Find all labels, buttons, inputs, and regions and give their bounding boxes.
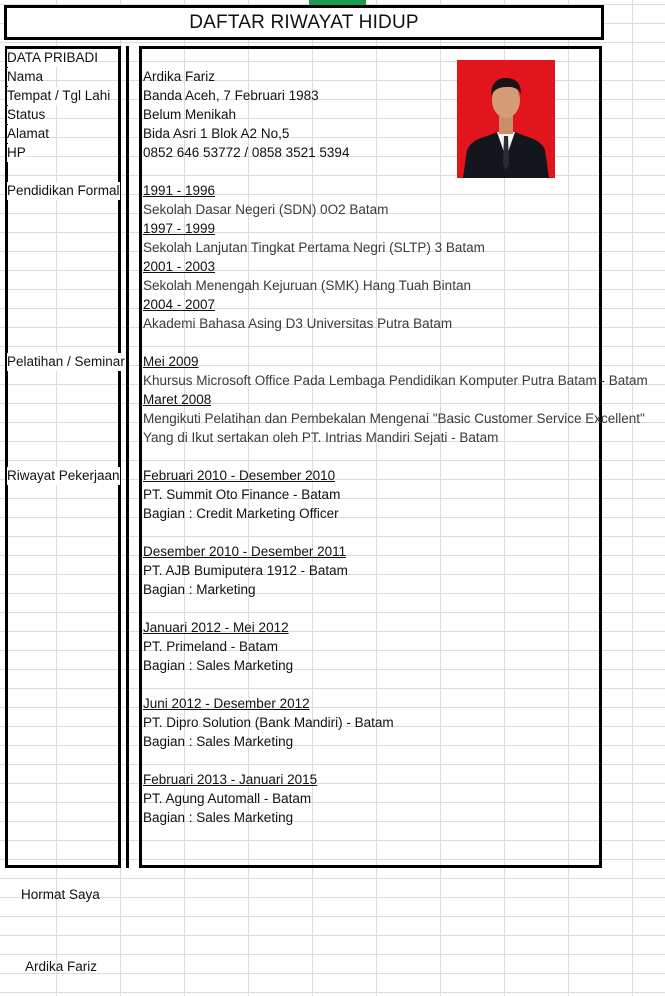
signature-name: Ardika Fariz [25,959,98,974]
work-period: Februari 2013 - Januari 2015 [143,772,318,787]
work-role: Bagian : Sales Marketing [143,810,294,825]
work-role: Bagian : Credit Marketing Officer [143,506,339,521]
training-date: Mei 2009 [143,354,199,369]
education-period: 2004 - 2007 [143,297,216,312]
name-label: Nama [7,69,44,84]
work-company: PT. AJB Bumiputera 1912 - Batam [143,563,348,578]
education-school: Sekolah Menengah Kejuruan (SMK) Hang Tuah Bintan [143,278,471,293]
birth-label: Tempat / Tgl Lahi [7,88,111,103]
work-period: Februari 2010 - Desember 2010 [143,468,336,483]
training-label: Pelatihan / Seminar [7,354,125,369]
closing-text: Hormat Saya [21,887,100,902]
label-column-frame [5,46,121,868]
address-label: Alamat [7,126,50,141]
profile-photo [457,60,555,178]
education-period: 1991 - 1996 [143,183,216,198]
address-value: Bida Asri 1 Blok A2 No,5 [143,126,290,141]
birth-value: Banda Aceh, 7 Februari 1983 [143,88,319,103]
name-value: Ardika Fariz [143,69,216,84]
phone-label: HP [7,145,26,160]
training-description: Yang di Ikut sertakan oleh PT. Intrias Mandiri Sejati - Batam [143,430,499,445]
phone-value: 0852 646 53772 / 0858 3521 5394 [143,145,350,160]
work-company: PT. Primeland - Batam [143,639,279,654]
training-description: Mengikuti Pelatihan dan Pembekalan Mengenai "Basic Customer Service Excellent" [143,411,645,426]
work-period: Juni 2012 - Desember 2012 [143,696,310,711]
training-description: Khursus Microsoft Office Pada Lembaga Pendidikan Komputer Putra Batam - Batam [143,373,648,388]
person-portrait-icon [457,60,555,178]
work-company: PT. Agung Automall - Batam [143,791,312,806]
education-period: 1997 - 1999 [143,221,216,236]
work-role: Bagian : Marketing [143,582,256,597]
work-company: PT. Summit Oto Finance - Batam [143,487,341,502]
work-period: Desember 2010 - Desember 2011 [143,544,347,559]
work-role: Bagian : Sales Marketing [143,734,294,749]
column-divider [126,46,129,868]
work-label: Riwayat Pekerjaan [7,468,120,483]
status-value: Belum Menikah [143,107,237,122]
education-school: Sekolah Lanjutan Tingkat Pertama Negri (SLTP) 3 Batam [143,240,485,255]
personal-section-label: DATA PRIBADI [7,50,99,65]
work-role: Bagian : Sales Marketing [143,658,294,673]
work-period: Januari 2012 - Mei 2012 [143,620,289,635]
title-text: DAFTAR RIWAYAT HIDUP [189,11,419,33]
training-date: Maret 2008 [143,392,212,407]
status-label: Status [7,107,46,122]
education-school: Sekolah Dasar Negeri (SDN) 0O2 Batam [143,202,389,217]
education-period: 2001 - 2003 [143,259,216,274]
education-school: Akademi Bahasa Asing D3 Universitas Putra Batam [143,316,453,331]
work-company: PT. Dipro Solution (Bank Mandiri) - Batam [143,715,394,730]
document-title [4,5,604,40]
education-label: Pendidikan Formal [7,183,120,198]
